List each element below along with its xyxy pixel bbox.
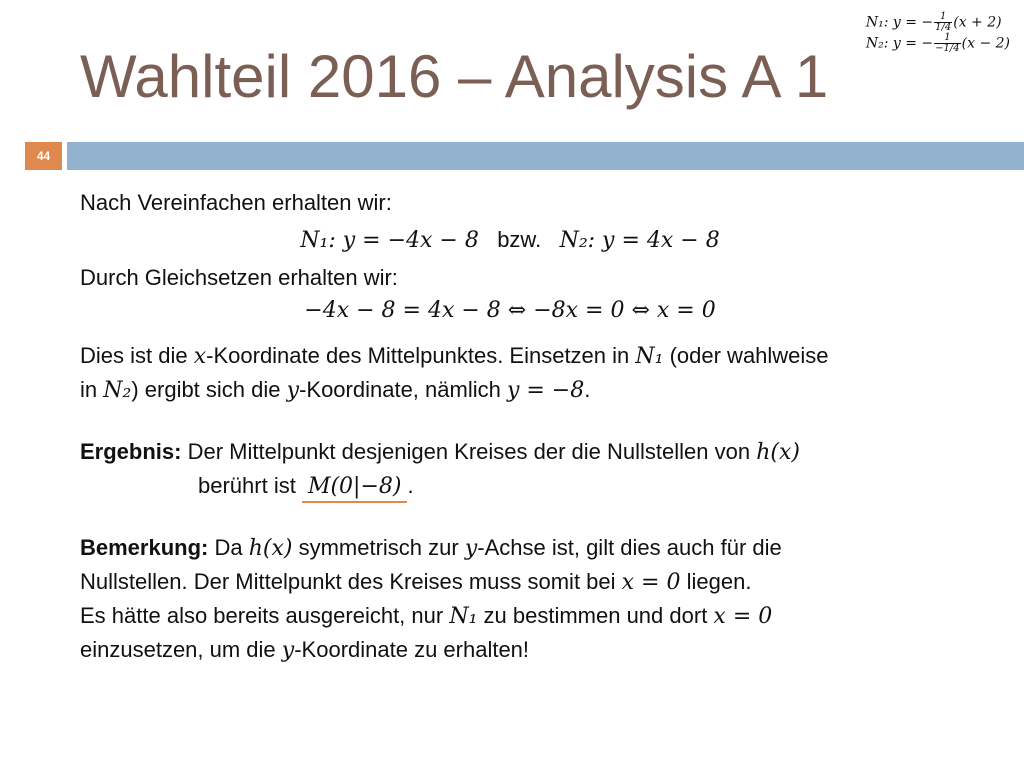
corner-n1-fraction bbox=[934, 12, 952, 33]
paragraph-koordinate bbox=[80, 339, 980, 407]
math-h-of-x: h(x) bbox=[248, 536, 293, 561]
equation-n2: N₂: y = 4x − 8 bbox=[559, 228, 720, 253]
ergebnis-paragraph bbox=[80, 435, 980, 503]
text: . bbox=[407, 473, 414, 498]
text: Es hätte also bereits ausgereicht, nur bbox=[80, 603, 450, 628]
corner-formula-n2 bbox=[866, 33, 1010, 54]
equation-bzw: bzw. bbox=[497, 227, 542, 252]
text: Der Mittelpunkt desjenigen Kreises der die Nullstellen von bbox=[181, 439, 757, 464]
text: Nullstellen. Der Mittelpunkt des Kreises muss somit bei bbox=[80, 569, 622, 594]
text: ) ergibt sich die bbox=[131, 377, 287, 402]
corner-n1-numerator: 1 bbox=[934, 12, 952, 23]
math-h-of-x: h(x) bbox=[756, 440, 800, 465]
slide-content bbox=[80, 186, 980, 667]
math-x: x bbox=[193, 344, 207, 369]
corner-n2-suffix: (x − 2) bbox=[961, 35, 1010, 52]
header-bar bbox=[0, 142, 1024, 170]
math-x-zero: x = 0 bbox=[713, 604, 773, 629]
text: in bbox=[80, 377, 104, 402]
math-y-value: y = −8 bbox=[506, 378, 585, 403]
ergebnis-label: Ergebnis: bbox=[80, 439, 182, 464]
equation-gleichsetzen: −4x − 8 = 4x − 8 ⇔ −8x = 0 ⇔ x = 0 bbox=[304, 298, 716, 323]
corner-n2-denominator: −1/4 bbox=[935, 43, 960, 54]
text: einzusetzen, um die bbox=[80, 637, 282, 662]
bemerkung-label: Bemerkung: bbox=[80, 535, 209, 560]
text: -Achse ist, gilt dies auch für die bbox=[477, 535, 782, 560]
bemerkung-paragraph bbox=[80, 531, 980, 667]
equation-n1: N₁: y = −4x − 8 bbox=[300, 228, 479, 253]
text: -Koordinate des Mittelpunktes. Einsetzen in bbox=[206, 343, 636, 368]
corner-n2-prefix: N₂: y = − bbox=[865, 35, 934, 52]
intro-line: Nach Vereinfachen erhalten wir: bbox=[80, 190, 392, 215]
math-y: y bbox=[286, 378, 300, 403]
math-n2: N₂ bbox=[103, 378, 132, 403]
corner-n1-prefix: N₁: y = − bbox=[865, 14, 934, 31]
corner-n2-numerator: 1 bbox=[934, 33, 960, 44]
slide-number: 44 bbox=[25, 142, 62, 170]
corner-formula-n1 bbox=[866, 12, 1010, 33]
text: liegen. bbox=[680, 569, 752, 594]
math-y: y bbox=[281, 638, 295, 663]
text: -Koordinate zu erhalten! bbox=[294, 637, 530, 662]
corner-n1-suffix: (x + 2) bbox=[953, 14, 1002, 31]
math-y: y bbox=[464, 536, 478, 561]
text: berührt ist bbox=[198, 473, 302, 498]
text: . bbox=[584, 377, 591, 402]
text: -Koordinate, nämlich bbox=[299, 377, 507, 402]
gleichsetzen-line: Durch Gleichsetzen erhalten wir: bbox=[80, 265, 398, 290]
text: (oder wahlweise bbox=[663, 343, 829, 368]
text: Da bbox=[208, 535, 249, 560]
equation-lines-simplified bbox=[80, 223, 940, 257]
math-x-zero: x = 0 bbox=[621, 570, 681, 595]
text: symmetrisch zur bbox=[292, 535, 465, 560]
math-n1: N₁ bbox=[449, 604, 478, 629]
result-midpoint: M(0|−8) bbox=[302, 474, 408, 503]
math-n1: N₁ bbox=[635, 344, 664, 369]
slide-title: Wahlteil 2016 – Analysis A 1 bbox=[80, 43, 829, 110]
accent-bar bbox=[67, 142, 1024, 170]
corner-n1-denominator: 1/4 bbox=[935, 22, 952, 33]
text: zu bestimmen und dort bbox=[477, 603, 714, 628]
corner-n2-fraction bbox=[934, 33, 960, 54]
text: Dies ist die bbox=[80, 343, 194, 368]
corner-formulas bbox=[866, 12, 1010, 54]
